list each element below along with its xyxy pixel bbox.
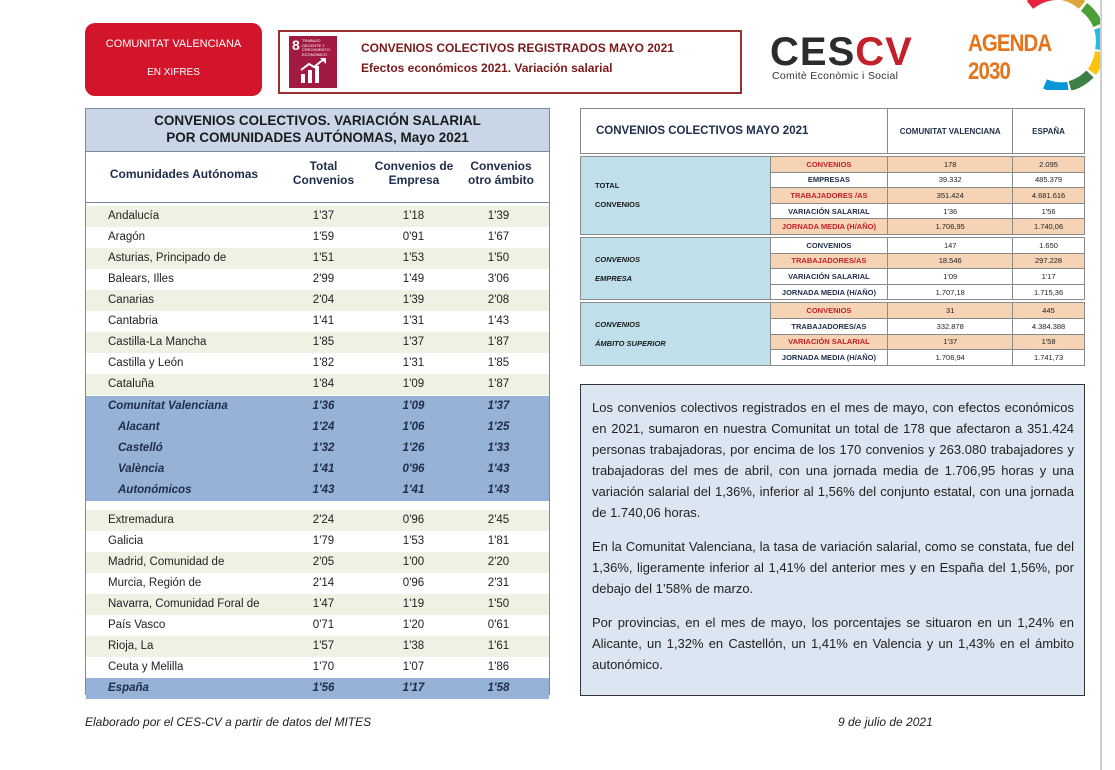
metric-value-cv: 18.546 (888, 253, 1013, 269)
row-value-v2: 1'06 (402, 421, 425, 433)
row-value-v3: 1'81 (487, 535, 510, 547)
metric-value-cv: 39.332 (888, 172, 1013, 188)
row-value-v1: 1'51 (312, 252, 335, 264)
row-region: Comunitat Valenciana (108, 400, 228, 412)
row-value-v1: 1'85 (312, 336, 335, 348)
header-subtitle: Efectos económicos 2021. Variación salarial (361, 61, 613, 75)
agenda-wheel-icon (1020, 0, 1100, 90)
row-value-v2: 0'96 (402, 514, 425, 526)
logo-cv: CV (855, 30, 913, 74)
row-value-v2: 1'20 (402, 619, 425, 631)
metric-label: VARIACIÓN SALARIAL (770, 203, 888, 219)
metric-value-es: 1'56 (1013, 203, 1085, 219)
row-region: Aragón (108, 231, 146, 243)
sdg-text: TRABAJO DECENTE Y CRECIMIENTO ECONÓMICO (302, 38, 330, 57)
table-row (86, 417, 549, 438)
metric-value-es: 485.379 (1013, 172, 1085, 188)
group-label-line2: ÁMBITO SUPERIOR (595, 339, 666, 349)
header-region: Comunidades Autónomas (109, 167, 259, 181)
row-value-v3: 2'45 (487, 514, 510, 526)
summary-row (581, 157, 1085, 173)
row-value-v3: 1'43 (487, 463, 510, 475)
row-region: Balears, Illes (108, 273, 174, 285)
footer-source: Elaborado por el CES-CV a partir de datos del MITES (85, 715, 372, 729)
row-value-v2: 1'07 (402, 661, 425, 673)
header-total: Total Convenios (292, 159, 355, 187)
row-value-v3: 1'43 (487, 315, 510, 327)
row-value-v1: 1'41 (312, 463, 335, 475)
header-title: CONVENIOS COLECTIVOS REGISTRADOS MAYO 2021 (361, 41, 674, 55)
row-value-v3: 1'50 (487, 598, 510, 610)
row-region: Castilla y León (108, 357, 184, 369)
metric-value-es: 1.741,73 (1013, 350, 1085, 366)
row-value-v1: 1'43 (312, 484, 335, 496)
row-value-v1: 2'24 (312, 514, 335, 526)
metric-label: JORNADA MEDIA (H/AÑO) (770, 284, 888, 300)
metric-value-cv: 147 (888, 237, 1013, 253)
row-region: Cantabria (108, 315, 158, 327)
row-value-v2: 1'09 (402, 400, 425, 412)
comunitat-valenciana-badge (85, 23, 262, 96)
metric-value-cv: 1.706,95 (888, 219, 1013, 235)
table-title-line2: POR COMUNIDADES AUTÓNOMAS, Mayo 2021 (166, 130, 469, 145)
row-value-v2: 1'26 (402, 442, 425, 454)
row-region: Rioja, La (108, 640, 154, 652)
metric-value-cv: 351.424 (888, 188, 1013, 204)
row-region: Navarra, Comunidad Foral de (108, 598, 260, 610)
table-row (86, 374, 549, 395)
row-region: Asturias, Principado de (108, 252, 227, 264)
metric-label: CONVENIOS (770, 237, 888, 253)
metric-label: VARIACIÓN SALARIAL (770, 334, 888, 350)
row-value-v3: 2'31 (487, 577, 510, 589)
row-value-v3: 1'50 (487, 252, 510, 264)
summary-title: CONVENIOS COLECTIVOS MAYO 2021 (581, 109, 888, 154)
report-header (278, 30, 742, 94)
table-row (86, 615, 549, 636)
row-value-v3: 1'43 (487, 484, 510, 496)
summary-row (581, 303, 1085, 319)
row-value-v3: 1'67 (487, 231, 510, 243)
metric-value-cv: 1'09 (888, 269, 1013, 285)
cescv-logo (770, 30, 913, 75)
row-value-v2: 1'31 (402, 315, 425, 327)
row-value-v1: 0'71 (312, 619, 335, 631)
metric-label: TRABAJADORES/AS (770, 318, 888, 334)
group-label-line2: EMPRESA (595, 273, 633, 283)
metric-value-cv: 1'36 (888, 203, 1013, 219)
row-value-v2: 0'91 (402, 231, 425, 243)
metric-label: JORNADA MEDIA (H/AÑO) (770, 350, 888, 366)
badge-line1: COMUNITAT VALENCIANA (105, 38, 242, 50)
row-region: Galicia (108, 535, 144, 547)
row-value-v1: 2'05 (312, 556, 335, 568)
row-value-v2: 1'31 (402, 357, 425, 369)
table-row (86, 290, 549, 311)
row-region: Canarias (108, 294, 155, 306)
metric-label: TRABAJADORES/AS (770, 253, 888, 269)
row-value-v1: 1'32 (312, 442, 335, 454)
summary-body (581, 154, 1085, 366)
table-header (86, 151, 549, 203)
row-value-v2: 1'53 (402, 535, 425, 547)
row-region: València (118, 463, 165, 475)
row-value-v1: 2'04 (312, 294, 335, 306)
metric-label: CONVENIOS (770, 157, 888, 173)
row-value-v3: 0'61 (487, 619, 510, 631)
row-region: Ceuta y Melilla (108, 661, 184, 673)
row-value-v2: 1'00 (402, 556, 425, 568)
group-label-line1: TOTAL (595, 181, 620, 191)
agenda-2030-logo: AGENDA 2030 (968, 30, 1051, 85)
badge-line2: EN XIFRES (147, 67, 200, 78)
row-region: Andalucía (108, 210, 160, 222)
row-region: Extremadura (108, 514, 174, 526)
page-edge (1100, 0, 1102, 770)
row-region: Murcia, Región de (108, 577, 202, 589)
metric-value-cv: 1'37 (888, 334, 1013, 350)
row-value-v1: 1'70 (312, 661, 335, 673)
metric-label: JORNADA MEDIA (H/AÑO) (770, 219, 888, 235)
metric-value-es: 4.384.388 (1013, 318, 1085, 334)
table-row (86, 206, 549, 227)
row-value-v2: 1'53 (402, 252, 425, 264)
table-row (86, 531, 549, 552)
metric-label: CONVENIOS (770, 303, 888, 319)
table-row (86, 353, 549, 374)
row-value-v3: 1'87 (487, 378, 510, 390)
group-label (581, 237, 771, 299)
table-row (86, 636, 549, 657)
table-row (86, 396, 549, 417)
metric-value-cv: 1.706,94 (888, 350, 1013, 366)
row-region: País Vasco (108, 619, 166, 631)
metric-value-cv: 178 (888, 157, 1013, 173)
row-value-v2: 1'19 (402, 598, 425, 610)
row-value-v1: 1'56 (312, 682, 335, 694)
row-value-v2: 1'39 (402, 294, 425, 306)
metric-value-cv: 332.878 (888, 318, 1013, 334)
row-value-v2: 1'18 (402, 210, 425, 222)
row-value-v1: 2'99 (312, 273, 335, 285)
row-value-v2: 1'17 (402, 682, 425, 694)
metric-label: EMPRESAS (770, 172, 888, 188)
growth-chart-icon (299, 58, 327, 84)
summary-row (581, 237, 1085, 253)
metric-value-cv: 31 (888, 303, 1013, 319)
metric-value-es: 297.228 (1013, 253, 1085, 269)
table-row (86, 269, 549, 290)
table-row (86, 459, 549, 480)
table-title (86, 109, 549, 151)
row-value-v3: 1'33 (487, 442, 510, 454)
metric-value-es: 1.715,36 (1013, 284, 1085, 300)
col-header-es: ESPAÑA (1013, 109, 1085, 154)
variacion-salarial-table (85, 108, 550, 695)
row-value-v1: 1'24 (312, 421, 335, 433)
row-value-v1: 1'36 (312, 400, 335, 412)
table-row (86, 657, 549, 678)
table-row (86, 678, 549, 699)
table-row (86, 248, 549, 269)
row-value-v3: 2'08 (487, 294, 510, 306)
row-region: España (108, 682, 149, 694)
summary-text-box (580, 384, 1085, 696)
group-label (581, 303, 771, 365)
row-value-v3: 3'06 (487, 273, 510, 285)
header-otro: Convenios otro ámbito (468, 159, 534, 187)
col-header-cv: COMUNITAT VALENCIANA (888, 109, 1013, 154)
row-value-v2: 1'37 (402, 336, 425, 348)
paragraph-1: Los convenios colectivos registrados en el mes de mayo, con efectos económicos en 2021, sumaron en nuestra Comunitat un total de 178 que afectaron a 351.424 personas trabajadoras, por encima de los 170 convenios y 263.080 trabajadores y trabajadoras del mes de abril, con una jornada media de 1.706,95 horas y una variación salarial del 1,36%, inferior al 1,56% del conjunto estatal, con una jornada de 1.740,06 horas. (592, 400, 1074, 520)
group-label (581, 157, 771, 235)
row-region: Cataluña (108, 378, 155, 390)
row-value-v1: 1'79 (312, 535, 335, 547)
row-value-v2: 0'96 (402, 577, 425, 589)
table-row (86, 594, 549, 615)
metric-value-cv: 1.707,18 (888, 284, 1013, 300)
row-value-v1: 1'84 (312, 378, 335, 390)
row-value-v3: 1'87 (487, 336, 510, 348)
row-value-v1: 2'14 (312, 577, 335, 589)
row-value-v3: 1'61 (487, 640, 510, 652)
sdg-number: 8 (292, 37, 300, 53)
row-value-v1: 1'37 (312, 210, 335, 222)
table-row (86, 311, 549, 332)
row-value-v3: 1'37 (487, 400, 510, 412)
row-value-v2: 1'49 (402, 273, 425, 285)
group-label-line1: CONVENIOS (595, 320, 641, 330)
row-value-v3: 2'20 (487, 556, 510, 568)
metric-value-es: 1'17 (1013, 269, 1085, 285)
paragraph-2: En la Comunitat Valenciana, la tasa de variación salarial, como se constata, fue del 1,36%, ligeramente inferior al 1,41% del anterior mes y en España del 1,56%, por debajo del 1’58% de marzo. (592, 539, 1074, 596)
table-row (86, 573, 549, 594)
row-region: Madrid, Comunidad de (108, 556, 225, 568)
row-value-v1: 1'41 (312, 315, 335, 327)
metric-value-es: 2.095 (1013, 157, 1085, 173)
summary-header-row (581, 109, 1085, 154)
row-value-v3: 1'58 (487, 682, 510, 694)
row-value-v3: 1'85 (487, 357, 510, 369)
metric-value-es: 1.740,06 (1013, 219, 1085, 235)
logo-ces: CES (770, 30, 856, 74)
row-region: Castilla-La Mancha (108, 336, 207, 348)
footer-date: 9 de julio de 2021 (838, 715, 933, 729)
row-region: Alacant (118, 421, 160, 433)
row-region: Autonómicos (118, 484, 192, 496)
row-value-v2: 1'38 (402, 640, 425, 652)
sdg-8-icon (289, 36, 337, 88)
metric-label: VARIACIÓN SALARIAL (770, 269, 888, 285)
metric-value-es: 1.650 (1013, 237, 1085, 253)
row-value-v2: 0'96 (402, 463, 425, 475)
metric-value-es: 4.681.616 (1013, 188, 1085, 204)
table-row (86, 552, 549, 573)
cescv-subtitle: Comitè Econòmic i Social (772, 70, 899, 82)
group-label-line2: CONVENIOS (595, 200, 641, 210)
table-row (86, 510, 549, 531)
table-row (86, 438, 549, 459)
row-value-v1: 1'82 (312, 357, 335, 369)
row-value-v3: 1'39 (487, 210, 510, 222)
table-row (86, 480, 549, 501)
metric-value-es: 445 (1013, 303, 1085, 319)
paragraph-3: Por provincias, en el mes de mayo, los porcentajes se situaron en un 1,24% en Alicante, un 1,32% en Castellón, un 1,41% en Valencia y un 1,43% en el ámbito autonómico. (592, 615, 1074, 672)
table-row (86, 227, 549, 248)
row-value-v3: 1'86 (487, 661, 510, 673)
row-value-v1: 1'59 (312, 231, 335, 243)
table-title-line1: CONVENIOS COLECTIVOS. VARIACIÓN SALARIAL (154, 113, 481, 128)
convenios-summary-table (580, 108, 1085, 366)
header-empresa: Convenios de Empresa (374, 159, 454, 187)
group-label-line1: CONVENIOS (595, 254, 641, 264)
table-row (86, 332, 549, 353)
row-value-v1: 1'57 (312, 640, 335, 652)
metric-label: TRABAJADORES /AS (770, 188, 888, 204)
row-region: Castelló (118, 442, 163, 454)
row-value-v2: 1'09 (402, 378, 425, 390)
row-value-v2: 1'41 (402, 484, 425, 496)
row-value-v3: 1'25 (487, 421, 510, 433)
row-value-v1: 1'47 (312, 598, 335, 610)
metric-value-es: 1'58 (1013, 334, 1085, 350)
